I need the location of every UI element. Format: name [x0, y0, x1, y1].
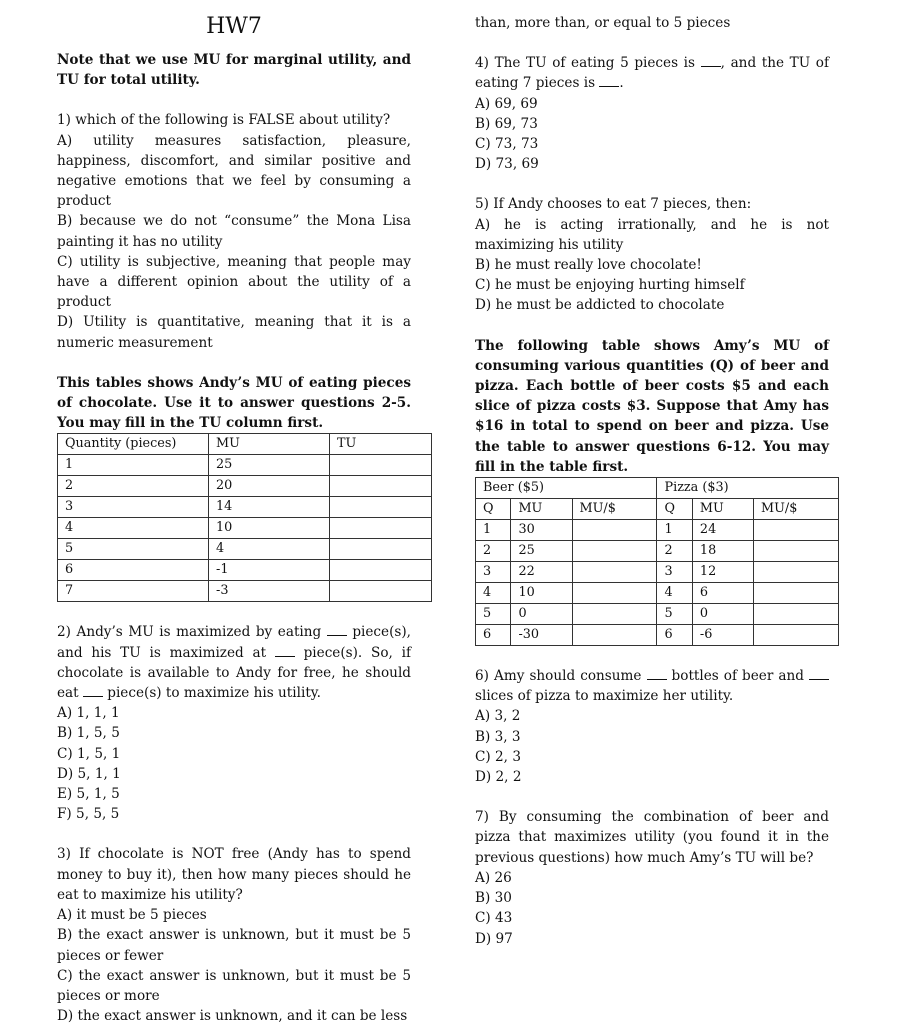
- option: B) 1, 5, 5: [57, 725, 120, 742]
- andy-table-intro: This tables shows Andy’s MU of eating pieces of chocolate. Use it to answer questions 2-5. You may fill in the TU column first.: [57, 374, 411, 432]
- note: Note that we use MU for marginal utility, and TU for total utility.: [57, 52, 411, 89]
- table-cell: [572, 541, 657, 562]
- question-3-stem: 3) If chocolate is NOT free (Andy has to spend money to buy it), then how many pieces should he eat to maximize his utility?: [57, 846, 411, 903]
- table-cell: [754, 520, 839, 541]
- answer-blank: [647, 667, 667, 680]
- table-header-cell: Q: [476, 499, 511, 520]
- option: B) the exact answer is unknown, but it must be 5 pieces or fewer: [57, 927, 411, 964]
- table-header-row: [58, 434, 432, 455]
- option: A) 3, 2: [475, 708, 521, 725]
- table-cell: 1: [476, 520, 511, 541]
- option: D) the exact answer is unknown, and it can be less: [57, 1008, 408, 1025]
- table-cell: 3: [58, 497, 209, 518]
- table-cell: 7: [58, 581, 209, 602]
- table-cell: [330, 581, 432, 602]
- option: F) 5, 5, 5: [57, 806, 120, 823]
- option: B) 69, 73: [475, 115, 538, 132]
- question-4: [475, 53, 829, 174]
- left-column: [57, 0, 411, 1026]
- stem-text: , and the TU of eating 7 pieces is: [475, 55, 830, 92]
- table-cell: 6: [476, 625, 511, 646]
- option: D) 2, 2: [475, 769, 522, 786]
- stem-text: piece(s), and his TU is maximized at: [57, 624, 411, 661]
- answer-blank: [809, 667, 829, 680]
- answer-blank: [275, 644, 295, 657]
- table-row: [58, 581, 432, 602]
- andy-mu-table: [57, 433, 432, 602]
- question-1: [57, 110, 411, 352]
- option: E) 5, 1, 5: [57, 786, 120, 803]
- table-row: [58, 518, 432, 539]
- table-cell: [572, 625, 657, 646]
- table-cell: 1: [58, 455, 209, 476]
- table-cell: [330, 560, 432, 581]
- option: C) the exact answer is unknown, but it must be 5 pieces or more: [57, 967, 411, 1004]
- table-cell: -1: [209, 560, 330, 581]
- table-cell: 2: [476, 541, 511, 562]
- table-cell: [754, 604, 839, 625]
- table-cell: 4: [209, 539, 330, 560]
- table-row: [476, 583, 839, 604]
- option: D) 5, 1, 1: [57, 765, 121, 782]
- table-group-header: Beer ($5): [476, 478, 657, 499]
- stem-text: 2) Andy’s MU is maximized by eating: [57, 624, 327, 641]
- table-cell: 0: [511, 604, 572, 625]
- answer-blank: [83, 684, 103, 697]
- table-cell: [754, 541, 839, 562]
- option: A) 69, 69: [475, 95, 538, 112]
- option: A) 26: [475, 869, 512, 886]
- question-4-stem: [475, 53, 829, 93]
- option: D) he must be addicted to chocolate: [475, 297, 725, 314]
- table-cell: 5: [476, 604, 511, 625]
- table-header-cell: MU: [692, 499, 753, 520]
- option: A) utility measures satisfaction, pleasure, happiness, discomfort, and similar positive and negative emotions that we feel by consuming a product: [57, 132, 411, 210]
- question-7: [475, 807, 829, 948]
- table-cell: 4: [476, 583, 511, 604]
- option: D) Utility is quantitative, meaning that it is a numeric measurement: [57, 314, 411, 351]
- table-cell: 10: [209, 518, 330, 539]
- option: C) 2, 3: [475, 748, 521, 765]
- table-cell: 14: [209, 497, 330, 518]
- table-cell: 22: [511, 562, 572, 583]
- table-cell: 5: [657, 604, 692, 625]
- table-row: [58, 455, 432, 476]
- table-cell: 0: [692, 604, 753, 625]
- table-header-cell: MU/$: [572, 499, 657, 520]
- option: C) he must be enjoying hurting himself: [475, 277, 745, 294]
- table-header-cell: Q: [657, 499, 692, 520]
- table-cell: -30: [511, 625, 572, 646]
- stem-text: piece(s). So, if chocolate is available to Andy for free, he should eat: [57, 644, 411, 702]
- table-cell: 20: [209, 476, 330, 497]
- table-cell: 6: [58, 560, 209, 581]
- question-6: [475, 666, 829, 787]
- question-6-stem: [475, 666, 829, 706]
- question-2-stem: [57, 622, 411, 703]
- option: A) 1, 1, 1: [57, 705, 120, 722]
- option: A) it must be 5 pieces: [57, 907, 207, 924]
- option: D) 97: [475, 930, 513, 947]
- table-cell: 5: [58, 539, 209, 560]
- table-cell: [572, 583, 657, 604]
- table-cell: [572, 562, 657, 583]
- option: B) he must really love chocolate!: [475, 257, 702, 274]
- right-column: [475, 0, 829, 949]
- table-cell: [330, 455, 432, 476]
- table-cell: 18: [692, 541, 753, 562]
- option: B) 3, 3: [475, 728, 521, 745]
- table-cell: [572, 520, 657, 541]
- question-1-stem: 1) which of the following is FALSE about utility?: [57, 112, 391, 129]
- question-5-stem: 5) If Andy chooses to eat 7 pieces, then:: [475, 196, 752, 213]
- table-header-cell: Quantity (pieces): [58, 434, 209, 455]
- stem-text: 4) The TU of eating 5 pieces is: [475, 55, 701, 72]
- answer-blank: [327, 623, 347, 636]
- table-row: [58, 560, 432, 581]
- table-header-cell: MU: [511, 499, 572, 520]
- table-cell: -3: [209, 581, 330, 602]
- table-cell: 25: [209, 455, 330, 476]
- amy-mu-table: [475, 477, 839, 646]
- page-title: HW7: [206, 14, 262, 39]
- table-cell: 12: [692, 562, 753, 583]
- answer-blank: [599, 74, 619, 87]
- question-7-stem: 7) By consuming the combination of beer and pizza that maximizes utility (you found it in the previous questions) how much Amy’s TU will be?: [475, 809, 829, 866]
- question-3-continuation: than, more than, or equal to 5 pieces: [475, 15, 731, 31]
- table-row: [476, 562, 839, 583]
- table-cell: [330, 539, 432, 560]
- table-cell: 2: [657, 541, 692, 562]
- table-cell: 1: [657, 520, 692, 541]
- table-row: [476, 625, 839, 646]
- table-cell: 6: [657, 625, 692, 646]
- option: C) 73, 73: [475, 136, 539, 153]
- table-cell: 3: [657, 562, 692, 583]
- option: C) 43: [475, 910, 513, 927]
- question-3: [57, 844, 411, 1026]
- stem-text: slices of pizza to maximize her utility.: [475, 688, 734, 705]
- stem-text: piece(s) to maximize his utility.: [102, 685, 321, 702]
- table-cell: [330, 476, 432, 497]
- table-cell: 6: [692, 583, 753, 604]
- table-group-header: Pizza ($3): [657, 478, 839, 499]
- table-cell: -6: [692, 625, 753, 646]
- table-row: [58, 539, 432, 560]
- table-group-header-row: [476, 478, 839, 499]
- table-header-row: [476, 499, 839, 520]
- table-cell: 24: [692, 520, 753, 541]
- stem-text: 6) Amy should consume: [475, 668, 647, 685]
- table-cell: [330, 518, 432, 539]
- question-5: [475, 194, 829, 315]
- table-cell: 10: [511, 583, 572, 604]
- option: A) he is acting irrationally, and he is not maximizing his utility: [475, 216, 829, 253]
- table-row: [476, 520, 839, 541]
- option: C) utility is subjective, meaning that people may have a different opinion about the utility of a product: [57, 253, 411, 311]
- option: D) 73, 69: [475, 156, 539, 173]
- table-cell: [754, 625, 839, 646]
- table-header-cell: TU: [330, 434, 432, 455]
- question-2: [57, 622, 411, 824]
- table-cell: 4: [657, 583, 692, 604]
- option: B) 30: [475, 890, 512, 907]
- amy-table-intro: The following table shows Amy’s MU of consuming various quantities (Q) of beer and pizza. Each bottle of beer costs $5 and each slice of pizza costs $3. Suppose that Amy has $16 in total to spend on beer and pizza. Use the table to answer questions 6-12. You may fill in the table first.: [475, 337, 829, 475]
- option: B) because we do not “consume” the Mona Lisa painting it has no utility: [57, 213, 411, 250]
- table-cell: 3: [476, 562, 511, 583]
- table-cell: [330, 497, 432, 518]
- table-cell: 30: [511, 520, 572, 541]
- table-row: [476, 541, 839, 562]
- table-row: [58, 476, 432, 497]
- table-header-cell: MU/$: [754, 499, 839, 520]
- table-cell: 25: [511, 541, 572, 562]
- table-cell: 2: [58, 476, 209, 497]
- stem-text: .: [619, 75, 624, 92]
- table-row: [476, 604, 839, 625]
- table-cell: 4: [58, 518, 209, 539]
- table-row: [58, 497, 432, 518]
- table-header-cell: MU: [209, 434, 330, 455]
- table-cell: [754, 562, 839, 583]
- table-cell: [754, 583, 839, 604]
- table-cell: [572, 604, 657, 625]
- stem-text: bottles of beer and: [666, 668, 810, 685]
- option: C) 1, 5, 1: [57, 745, 121, 762]
- answer-blank: [701, 54, 721, 67]
